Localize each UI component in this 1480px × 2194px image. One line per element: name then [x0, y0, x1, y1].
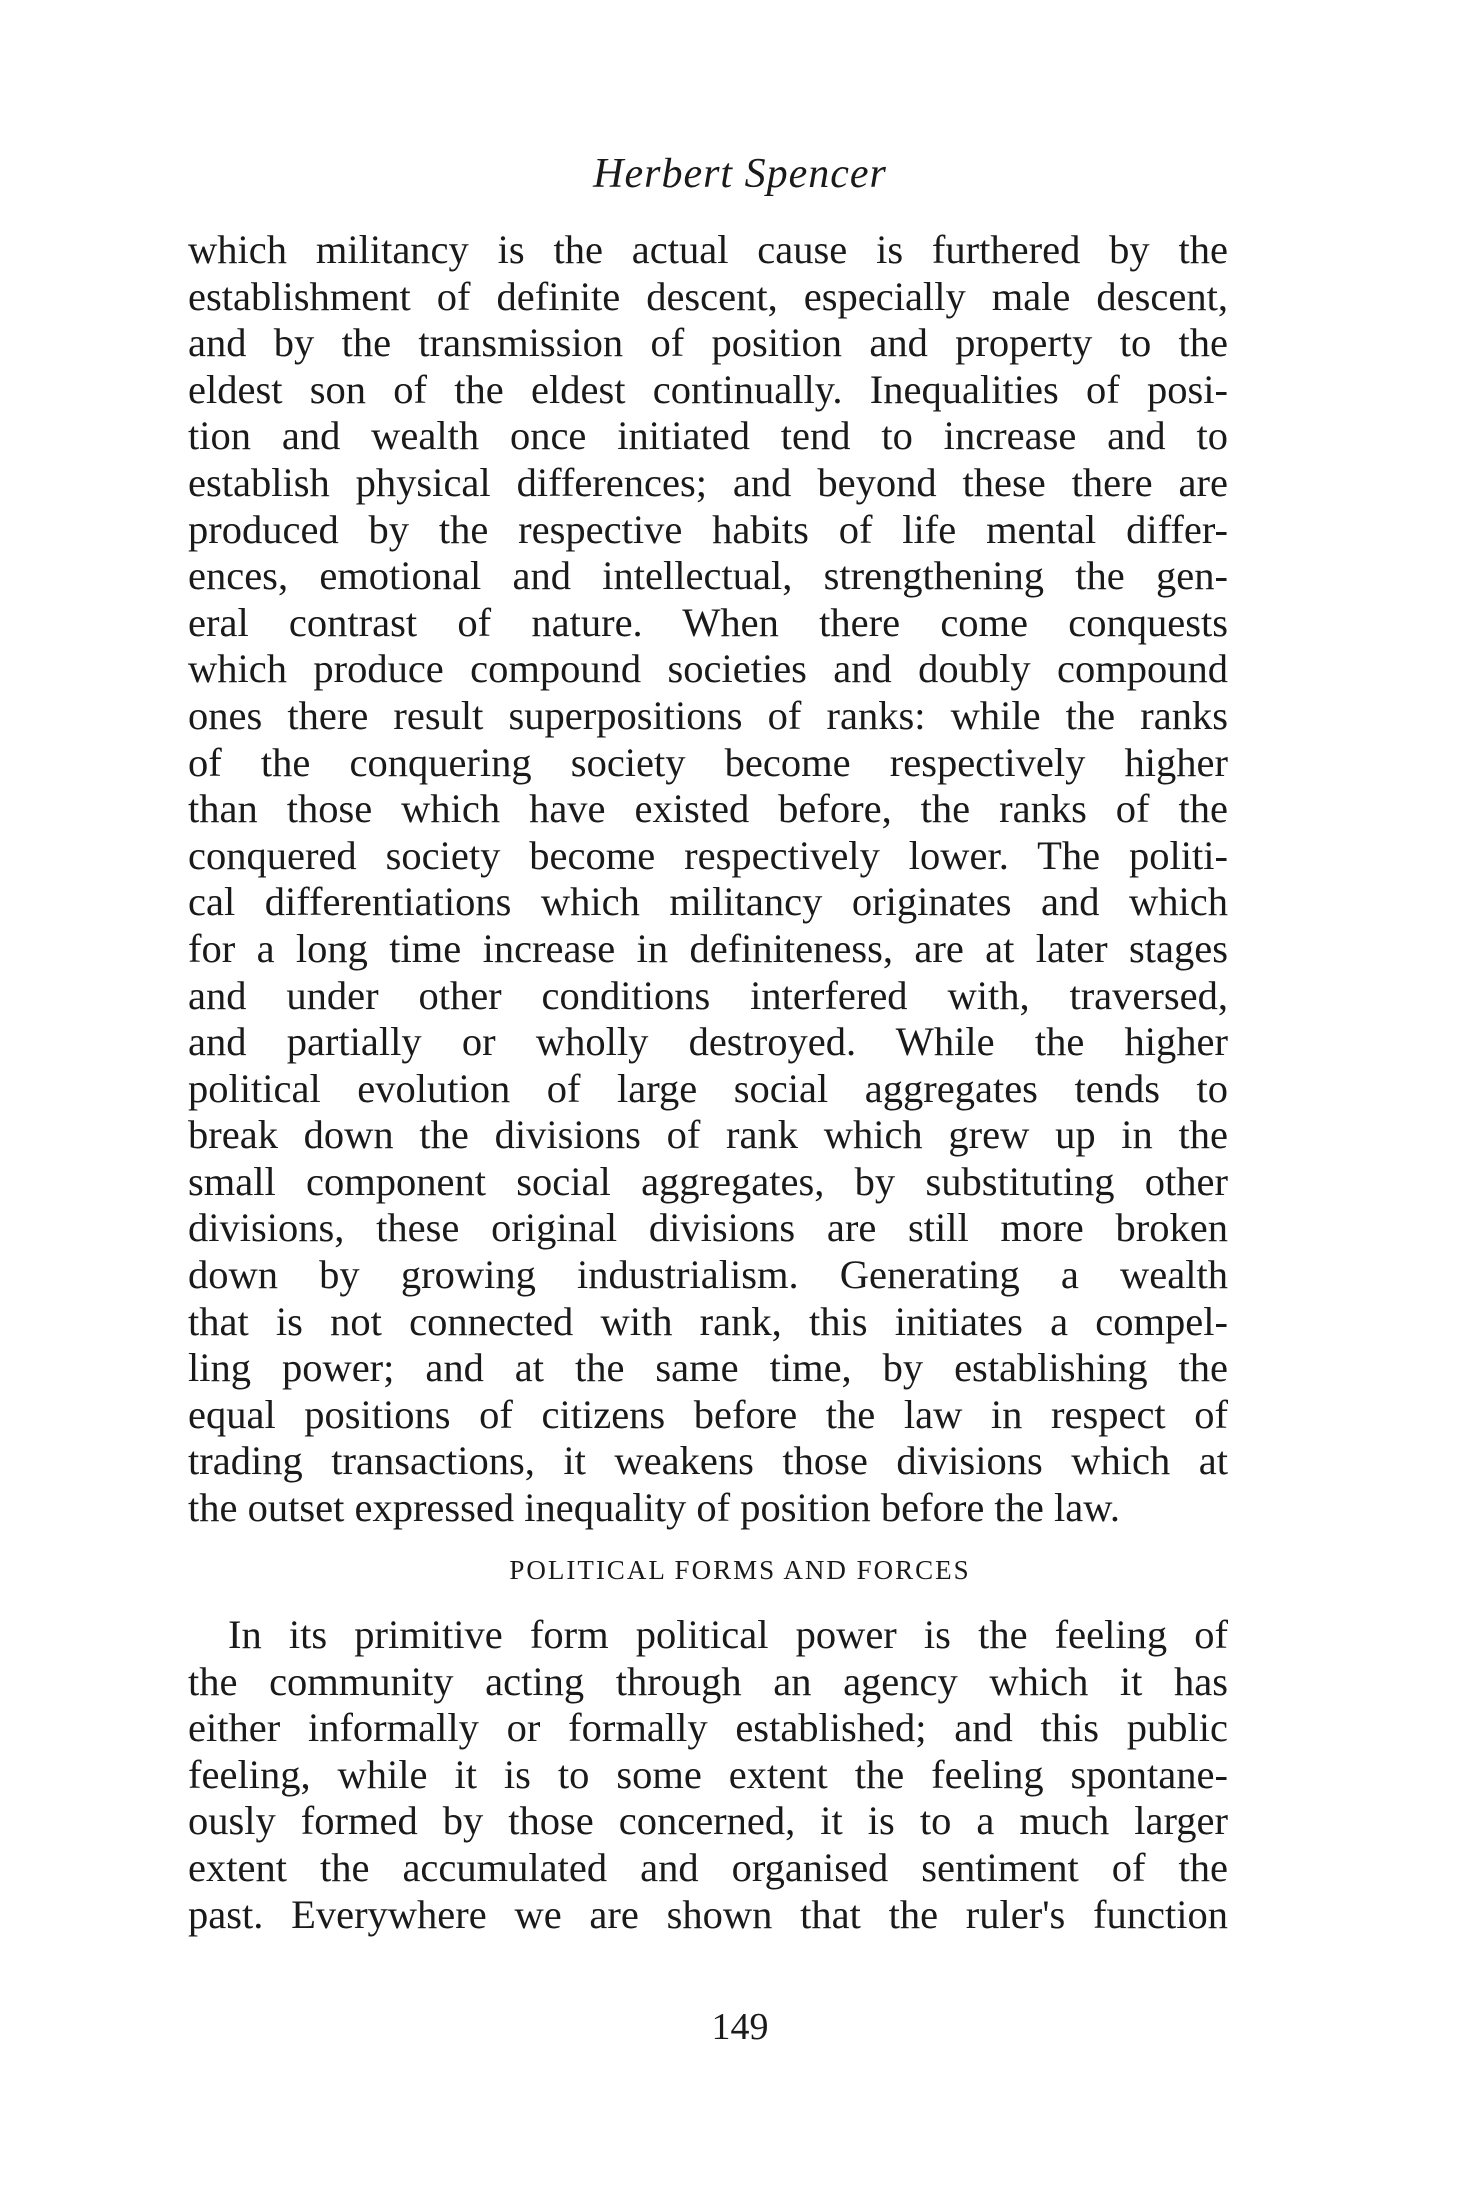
text-line: small component social aggregates, by substituting other — [188, 1158, 1228, 1204]
text-line: for a long time increase in definiteness, are at later stages — [188, 925, 1228, 971]
text-line: past. Everywhere we are shown that the ruler's function — [188, 1891, 1228, 1937]
text-line: and under other conditions interfered with, traversed, — [188, 972, 1228, 1018]
text-line: down by growing industrialism. Generating a wealth — [188, 1252, 1228, 1298]
text-line: and partially or wholly destroyed. While the higher — [188, 1019, 1228, 1065]
text-line: political evolution of large social aggregates tends to — [188, 1065, 1228, 1111]
text-line: equal positions of citizens before the law in respect of — [188, 1391, 1228, 1437]
text-line: ling power; and at the same time, by establishing the — [188, 1345, 1228, 1391]
text-line: which militancy is the actual cause is furthered by the — [188, 227, 1228, 272]
text-line: the outset expressed inequality of position before the law. — [188, 1485, 1120, 1531]
text-line: eldest son of the eldest continually. Inequalities of posi- — [188, 366, 1228, 412]
text-line: conquered society become respectively lower. The politi- — [188, 832, 1228, 878]
text-line: ones there result superpositions of ranks: while the ranks — [188, 692, 1228, 738]
text-line: than those which have existed before, the ranks of the — [188, 786, 1228, 832]
text-line: produced by the respective habits of life mental differ- — [188, 506, 1228, 552]
text-line: either informally or formally established; and this public — [188, 1705, 1228, 1751]
text-line: ences, emotional and intellectual, strengthening the gen- — [188, 553, 1228, 599]
text-line: establish physical differences; and beyond these there are — [188, 459, 1228, 505]
text-line: extent the accumulated and organised sentiment of the — [188, 1844, 1228, 1890]
text-line: ously formed by those concerned, it is to a much larger — [188, 1798, 1228, 1844]
text-line: and by the transmission of position and property to the — [188, 320, 1228, 366]
text-line: divisions, these original divisions are still more broken — [188, 1205, 1228, 1251]
text-line: that is not connected with rank, this initiates a compel- — [188, 1298, 1228, 1344]
text-line: break down the divisions of rank which grew up in the — [188, 1112, 1228, 1158]
page-number: 149 — [711, 2006, 769, 2048]
section-paragraph — [188, 1612, 1228, 1938]
text-line: tion and wealth once initiated tend to increase and to — [188, 413, 1228, 459]
text-line: of the conquering society become respectively higher — [188, 739, 1228, 785]
text-line: cal differentiations which militancy originates and which — [188, 879, 1228, 925]
text-line: feeling, while it is to some extent the feeling spontane- — [188, 1751, 1228, 1797]
text-line: the community acting through an agency which it has — [188, 1658, 1228, 1704]
text-line: trading transactions, it weakens those divisions which at — [188, 1438, 1228, 1484]
section-heading: POLITICAL FORMS AND FORCES — [509, 1555, 971, 1585]
text-line: In its primitive form political power is the feeling of — [228, 1612, 1228, 1657]
text-line: which produce compound societies and doubly compound — [188, 646, 1228, 692]
continued-paragraph — [188, 227, 1228, 1532]
text-line: eral contrast of nature. When there come conquests — [188, 599, 1228, 645]
running-head: Herbert Spencer — [593, 151, 887, 197]
text-line: establishment of definite descent, especially male descent, — [188, 273, 1228, 319]
